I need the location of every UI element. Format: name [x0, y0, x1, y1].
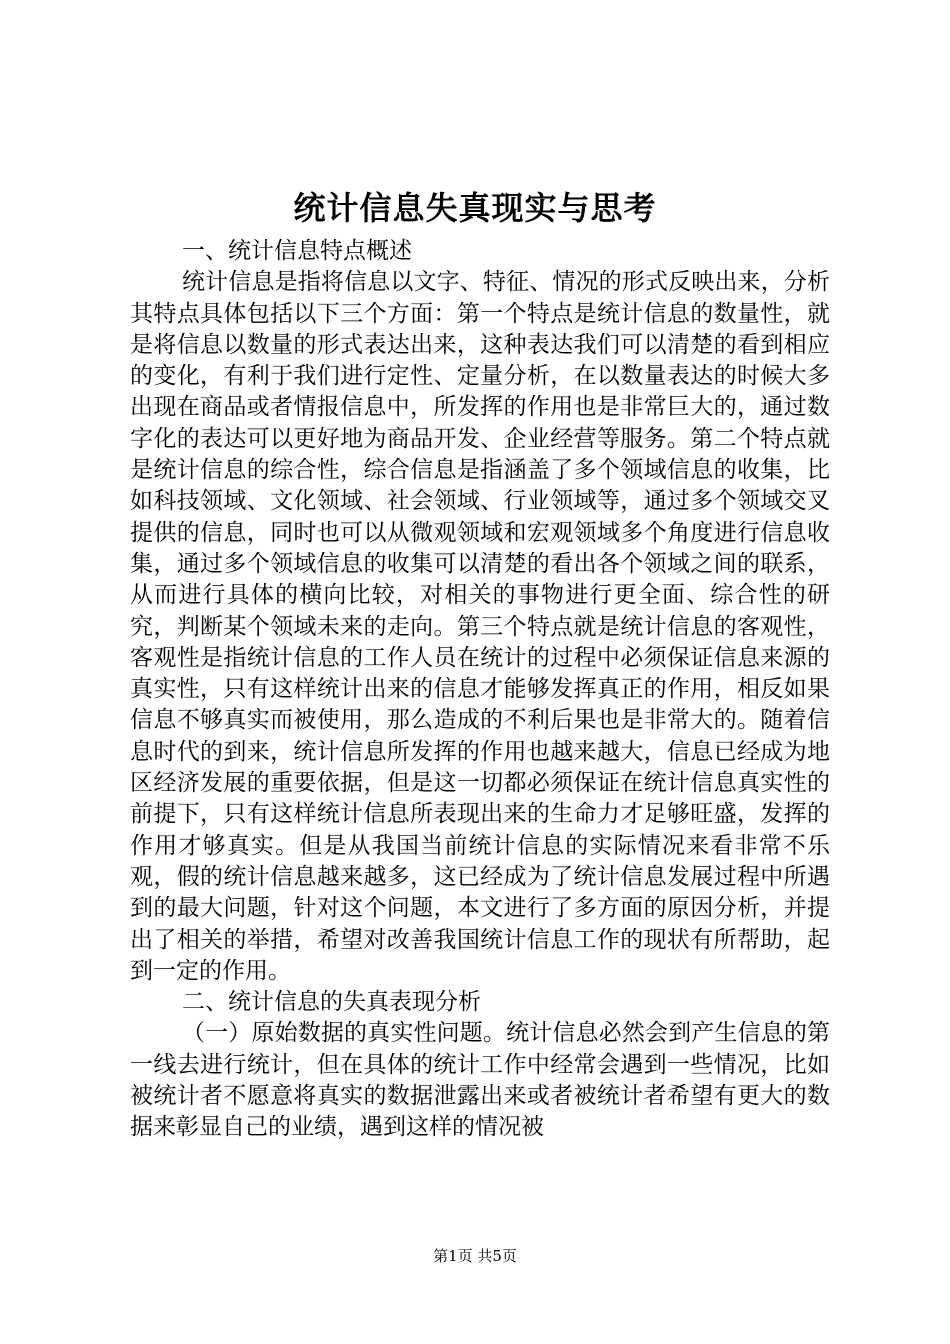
section-paragraph-1: 统计信息是指将信息以文字、特征、情况的形式反映出来，分析其特点具体包括以下三个方面：第一个特点是统计信息的数量性，就是将信息以数量的形式表达出来，这种表达我们可以清楚的看到相应的变化，有利于我们进行定性、定量分析，在以数量表达的时候大多出现在商品或者情报信息中，所发挥的作用也是非常巨大的，通过数字化的表达可以更好地为商品开发、企业经营等服务。第二个特点就是统计信息的综合性，综合信息是指涵盖了多个领域信息的收集，比如科技领域、文化领域、社会领域、行业领域等，通过多个领域交叉提供的信息，同时也可以从微观领域和宏观领域多个角度进行信息收集，通过多个领域信息的收集可以清楚的看出各个领域之间的联系，从而进行具体的横向比较，对相关的事物进行更全面、综合性的研究，判断某个领域未来的走向。第三个特点就是统计信息的客观性，客观性是指统计信息的工作人员在统计的过程中必须保证信息来源的真实性，只有这样统计出来的信息才能够发挥真正的作用，相反如果信息不够真实而被使用，那么造成的不利后果也是非常大的。随着信息时代的到来，统计信息所发挥的作用也越来越大，信息已经成为地区经济发展的重要依据，但是这一切都必须保证在统计信息真实性的前提下，只有这样统计信息所表现出来的生命力才足够旺盛，发挥的作用才够真实。但是从我国当前统计信息的实际情况来看非常不乐观，假的统计信息越来越多，这已经成为了统计信息发展过程中所遇到的最大问题，针对这个问题，本文进行了多方面的原因分析，并提出了相关的举措，希望对改善我国统计信息工作的现状有所帮助，起到一定的作用。	[130, 269, 830, 984]
document-body	[130, 236, 830, 1144]
document-title: 统计信息失真现实与思考	[293, 189, 657, 227]
section-paragraph-2: （一）原始数据的真实性问题。统计信息必然会到产生信息的第一线去进行统计，但在具体的统计工作中经常会遇到一些情况，比如被统计者不愿意将真实的数据泄露出来或者被统计者希望有更大的数据来彰显自己的业绩，遇到这样的情况被	[130, 1020, 830, 1141]
section-heading-2: 二、统计信息的失真表现分析	[182, 989, 481, 1016]
page-number-footer: 第1页 共5页	[433, 1247, 517, 1265]
section-heading-1: 一、统计信息特点概述	[182, 238, 412, 264]
